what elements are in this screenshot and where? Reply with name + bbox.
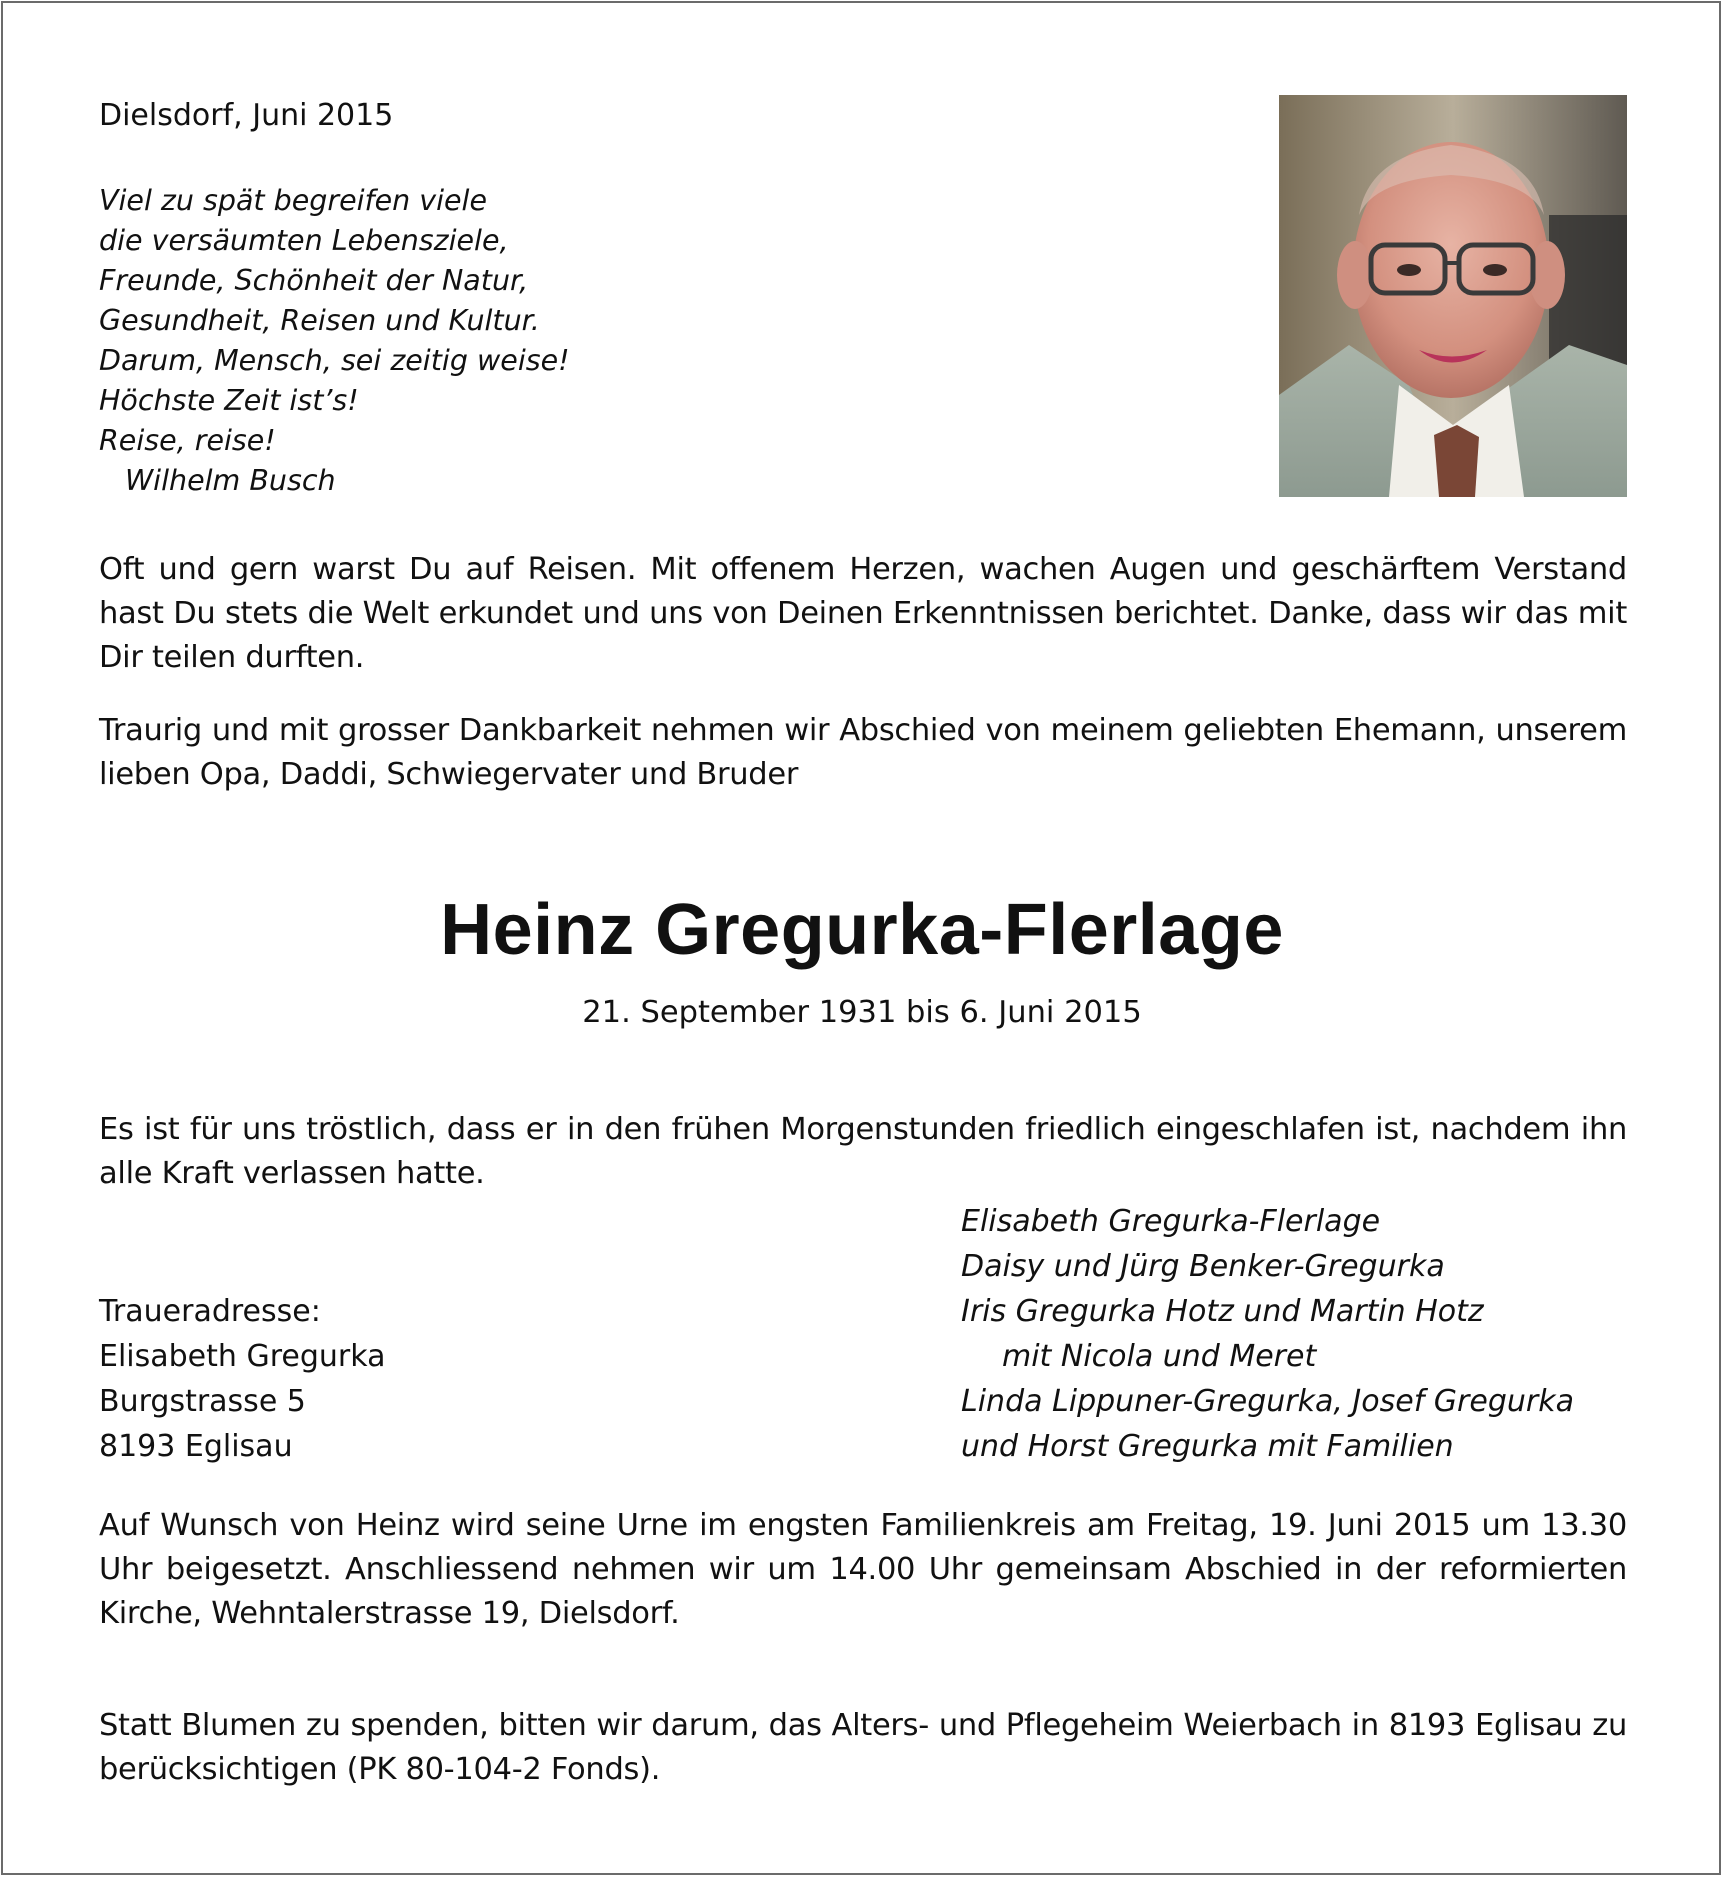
place-date: Dielsdorf, Juni 2015 [99,98,394,133]
family-line: und Horst Gregurka mit Familien [961,1429,1454,1464]
family-signatures [961,1199,1574,1469]
family-line: Elisabeth Gregurka-Flerlage [961,1204,1381,1239]
family-line: mit Nicola und Meret [1002,1339,1317,1374]
family-line: Iris Gregurka Hotz und Martin Hotz [961,1294,1484,1329]
poem-line: Reise, reise! [99,424,276,457]
mourning-address [99,1289,385,1469]
portrait-photo [1279,95,1627,497]
life-dates: 21. September 1931 bis 6. Juni 2015 [582,995,1142,1030]
address-city: 8193 Eglisau [99,1429,293,1464]
deceased-name: Heinz Gregurka-Flerlage [440,890,1284,970]
poem-line: Freunde, Schönheit der Natur, [99,264,529,297]
poem-author: Wilhelm Busch [125,464,336,497]
intro-paragraph: Oft und gern warst Du auf Reisen. Mit offenem Herzen, wachen Augen und geschärftem Verstand hast Du stets die Welt erkundet und uns von Deinen Erkenntnissen berichtet. Danke, dass wir das mit Dir teilen durften. [99,552,1627,675]
poem-line: Höchste Zeit ist’s! [99,384,359,417]
poem-line: die versäumten Lebensziele, [99,224,509,257]
consolation-paragraph: Es ist für uns tröstlich, dass er in den frühen Morgenstunden friedlich eingeschlafen ist, nachdem ihn alle Kraft verlassen hatte. [99,1112,1627,1191]
address-label: Traueradresse: [99,1294,321,1329]
donation-paragraph: Statt Blumen zu spenden, bitten wir darum, das Alters- und Pflegeheim Weierbach in 8193 Eglisau zu berücksichtigen (PK 80-104-2 Fonds). [99,1708,1627,1787]
family-line: Linda Lippuner-Gregurka, Josef Gregurka [961,1384,1574,1419]
poem-line: Darum, Mensch, sei zeitig weise! [99,344,570,377]
poem-line: Gesundheit, Reisen und Kultur. [99,304,540,337]
poem-line: Viel zu spät begreifen viele [99,184,487,217]
farewell-paragraph: Traurig und mit grosser Dankbarkeit nehmen wir Abschied von meinem geliebten Ehemann, unserem lieben Opa, Daddi, Schwiegervater und Bruder [99,713,1627,792]
family-line: Daisy und Jürg Benker-Gregurka [961,1249,1445,1284]
ceremony-paragraph: Auf Wunsch von Heinz wird seine Urne im engsten Familienkreis am Freitag, 19. Juni 2015 um 13.30 Uhr beigesetzt. Anschliessend nehmen wir um 14.00 Uhr gemeinsam Abschied in der reformierten Kirche, Wehntalerstrasse 19, Dielsdorf. [99,1508,1627,1631]
portrait-photo-icon [1279,95,1627,497]
address-street: Burgstrasse 5 [99,1384,306,1419]
address-name: Elisabeth Gregurka [99,1339,386,1374]
poem [99,181,570,501]
